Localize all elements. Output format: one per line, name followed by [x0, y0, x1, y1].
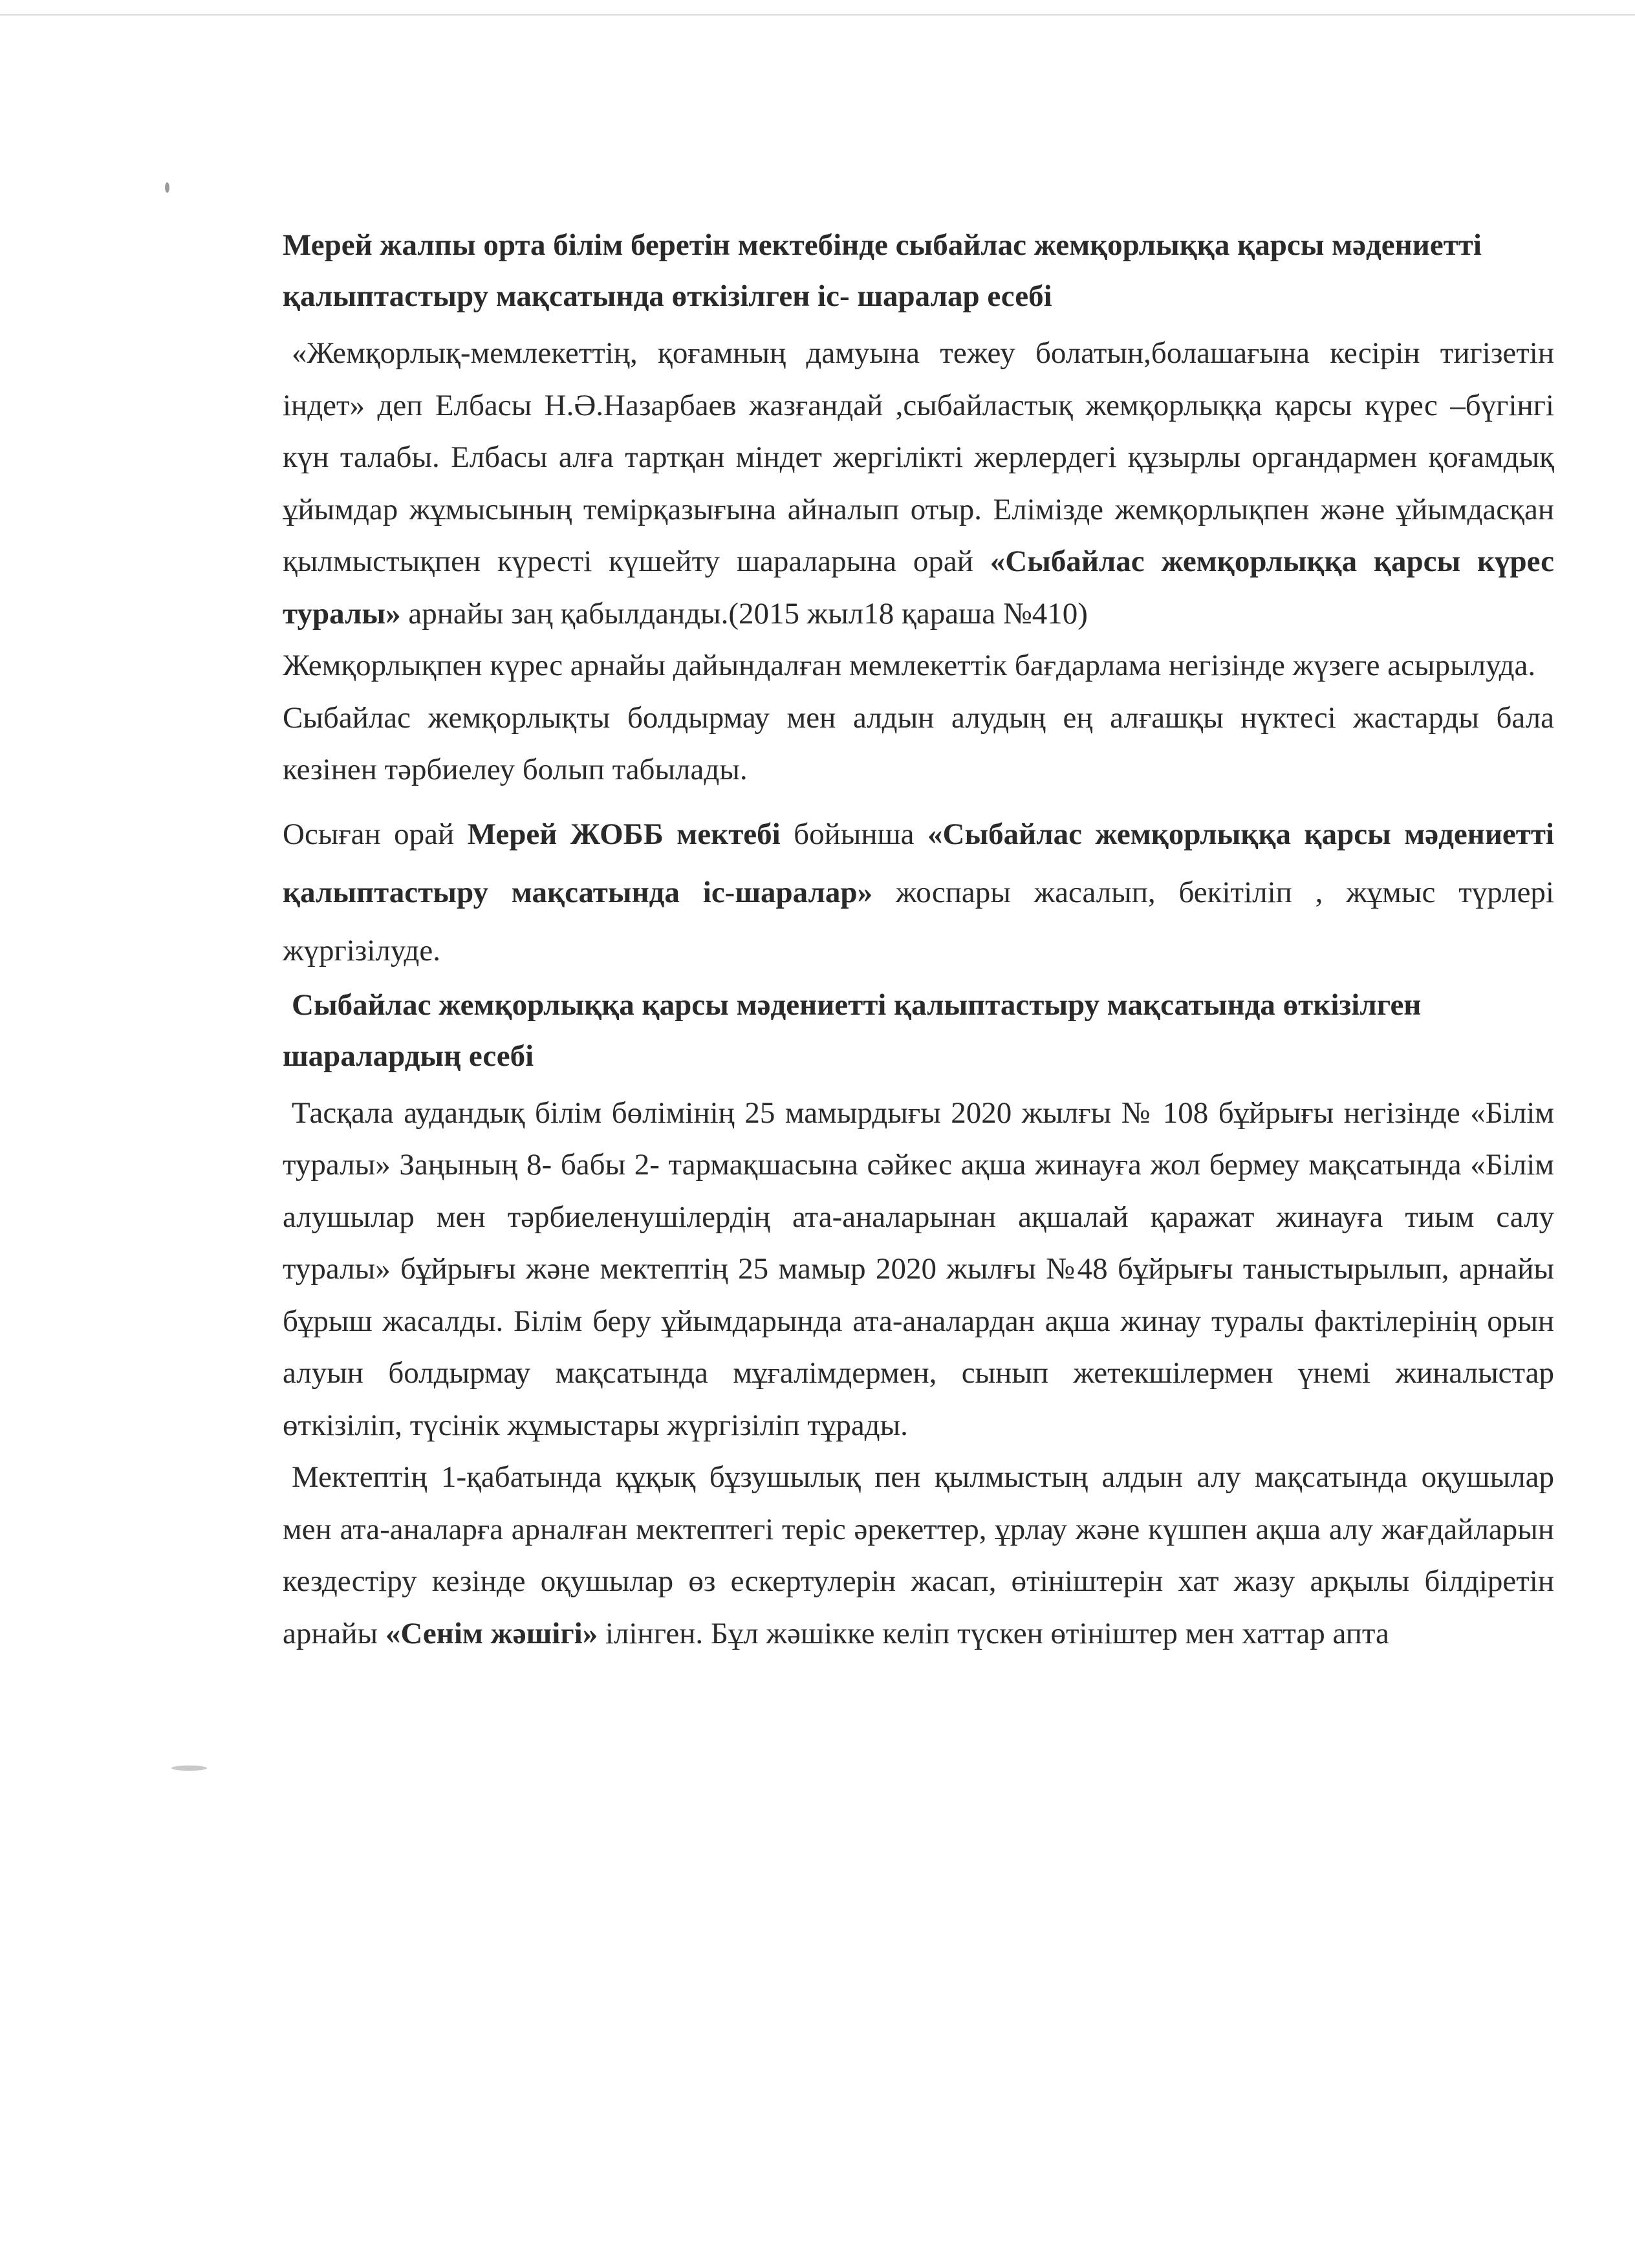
paragraph-text: Мектептің 1-қабатында құқық бұзушылық пен қылмыстың алдын алу мақсатында оқушылар мен ата-аналарға арналған мектептегі теріс әрекеттер, ұрлау және күшпен ақша алу жағдайларын кездестіру кезінде оқушылар өз ескертулерін жасап, өтініштерін хат жазу арқылы білдіретін арнайы [283, 1460, 1554, 1650]
school-name: Мерей ЖОББ мектебі [467, 817, 781, 851]
trust-box-name: «Сенім жәшігі» [385, 1616, 598, 1650]
paragraph-intro [283, 327, 1554, 640]
plan-title: «Сыбайлас жемқорлыққа қарсы мәдениетті қалыптастыру мақсатында іс-шаралар» [283, 817, 1554, 909]
paragraph-prevention: Сыбайлас жемқорлықты болдырмау мен алдын алудың ең алғашқы нүктесі жастарды бала кезінен тәрбиелеу болып табылады. [283, 700, 1554, 786]
document-title: Мерей жалпы орта білім беретін мектебінде сыбайлас жемқорлыққа қарсы мәдениетті қалыптастыру мақсатында өткізілген іс- шаралар есебі [283, 228, 1482, 313]
scan-top-edge [0, 14, 1635, 16]
law-title: «Сыбайлас жемқорлыққа қарсы күрес туралы» [283, 545, 1554, 631]
paragraph-trust-box [283, 1451, 1554, 1659]
paragraph-text: ілінген. Бұл жәшікке келіп түскен өтініштер мен хаттар апта [598, 1616, 1389, 1650]
scan-speck [165, 182, 169, 193]
paragraph-program: Жемқорлықпен күрес арнайы дайындалған мемлекеттік бағдарлама негізінде жүзеге асырылуда. [283, 649, 1536, 682]
paragraph-text: бойынша [780, 817, 927, 851]
paragraph-text: «Жемқорлық-мемлекеттің, қоғамның дамуына тежеу болатын,болашағына кесірін тигізетін індет» деп Елбасы Н.Ә.Назарбаев жазғандай ,сыбайластық жемқорлыққа қарсы күрес –бүгінгі күн талабы. Елбасы алға тартқан міндет жергілікті жерлердегі құзырлы органдармен қоғамдық ұйымдар жұмысының темірқазығына айналып отыр. Елімізде жемқорлықпен және ұйымдасқан қылмыстықпен күресті күшейту шараларына орай [283, 336, 1554, 578]
paragraph-text: жоспары жасалып, бекітіліп , жұмыс түрлері жүргізілуде. [283, 875, 1554, 967]
paragraph-text: Осыған орай [283, 817, 468, 851]
report-subtitle: Сыбайлас жемқорлыққа қарсы мәдениетті қалыптастыру мақсатында өткізілген шаралардың есебі [283, 988, 1422, 1073]
document-page [283, 220, 1554, 1659]
paragraph-text: арнайы заң қабылданды.(2015 жыл18 қараша №410) [400, 596, 1088, 631]
paragraph-order: Тасқала аудандық білім бөлімінің 25 мамырдығы 2020 жылғы № 108 бұйрығы негізінде «Білім туралы» Заңының 8- бабы 2- тармақшасына сәйкес ақша жинауға жол бермеу мақсатында «Білім алушылар мен тәрбиеленушілердің ата-аналарынан ақшалай қаражат жинауға тиым салу туралы» бұйрығы және мектептің 25 мамыр 2020 жылғы №48 бұйрығы таныстырылып, арнайы бұрыш жасалды. Білім беру ұйымдарында ата-аналардан ақша жинау туралы фактілерінің орын алуын болдырмау мақсатында мұғалімдермен, сынып жетекшілермен үнемі жиналыстар өткізіліп, түсінік жұмыстары жүргізіліп тұрады. [283, 1096, 1554, 1442]
paragraph-school-plan [283, 805, 1554, 980]
scan-speck [171, 1766, 207, 1771]
